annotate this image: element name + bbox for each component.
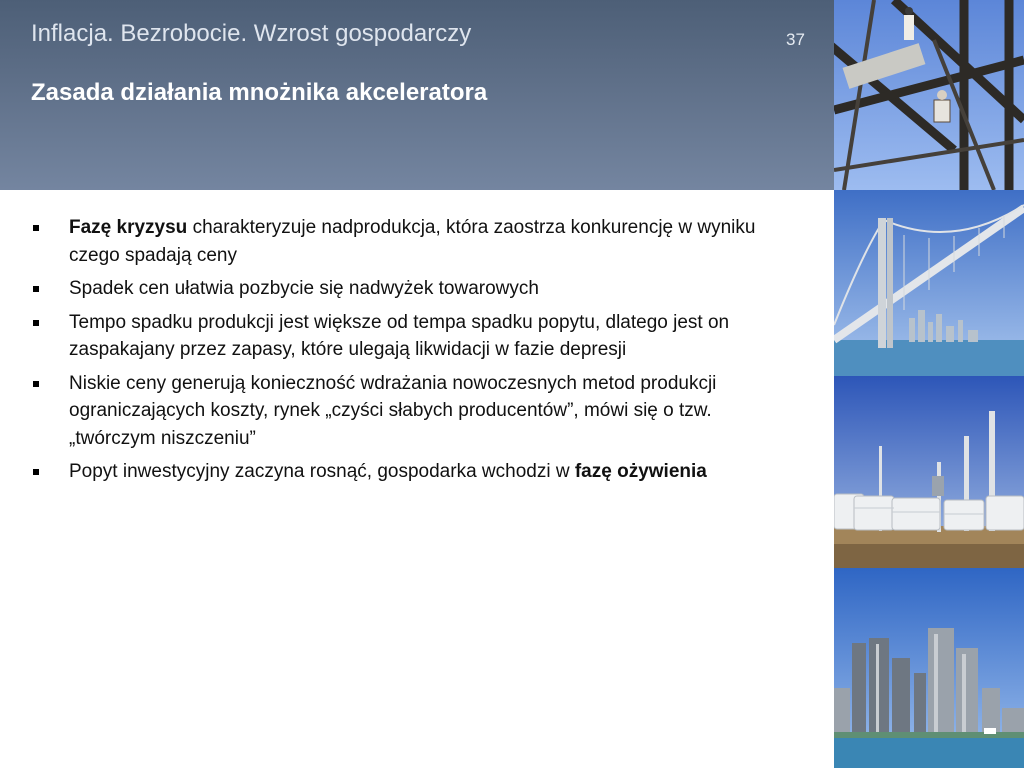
- bullet-item: [33, 214, 803, 269]
- bullet-marker: [33, 381, 39, 387]
- bullet-text: Tempo spadku produkcji jest większe od tempa spadku popytu, dlatego jest on zaspakajany przez zapasy, które ulegają likwidacji w fazie depresji: [69, 311, 730, 360]
- suspension-bridge-photo: [834, 190, 1024, 376]
- bullet-text: Spadek cen ułatwia pozbycie się nadwyżek towarowych: [69, 278, 539, 299]
- slide-number: 37: [786, 30, 805, 49]
- city-skyline-photo: [834, 568, 1024, 768]
- bullet-marker: [33, 469, 39, 475]
- slide-header: [0, 0, 834, 190]
- bullet-marker: [33, 320, 39, 326]
- bullet-bold-text: fazę ożywienia: [574, 461, 707, 482]
- bullet-bold-text: Fazę kryzysu: [69, 217, 188, 238]
- bullet-marker: [33, 225, 39, 231]
- steel-construction-photo: [834, 0, 1024, 190]
- bullet-item: [33, 458, 803, 486]
- bullet-item: [33, 370, 803, 453]
- bullet-item: [33, 309, 803, 364]
- bullet-text: Niskie ceny generują konieczność wdrażania nowoczesnych metod produkcji ograniczających koszty, rynek „czyści słabych producentów”, mówi się o tzw. „twórczym niszczeniu”: [69, 372, 717, 449]
- slide-title: Zasada działania mnożnika akceleratora: [31, 79, 488, 106]
- refinery-photo: [834, 376, 1024, 568]
- course-title: Inflacja. Bezrobocie. Wzrost gospodarczy: [31, 20, 472, 47]
- bullet-text: charakteryzuje nadprodukcja, która zaostrza konkurencję w wyniku czego spadają ceny: [69, 217, 756, 266]
- bullet-item: [33, 275, 803, 303]
- bullet-marker: [33, 286, 39, 292]
- bullet-list: [33, 214, 803, 492]
- bullet-text: Popyt inwestycyjny zaczyna rosnąć, gospodarka wchodzi w: [69, 461, 575, 482]
